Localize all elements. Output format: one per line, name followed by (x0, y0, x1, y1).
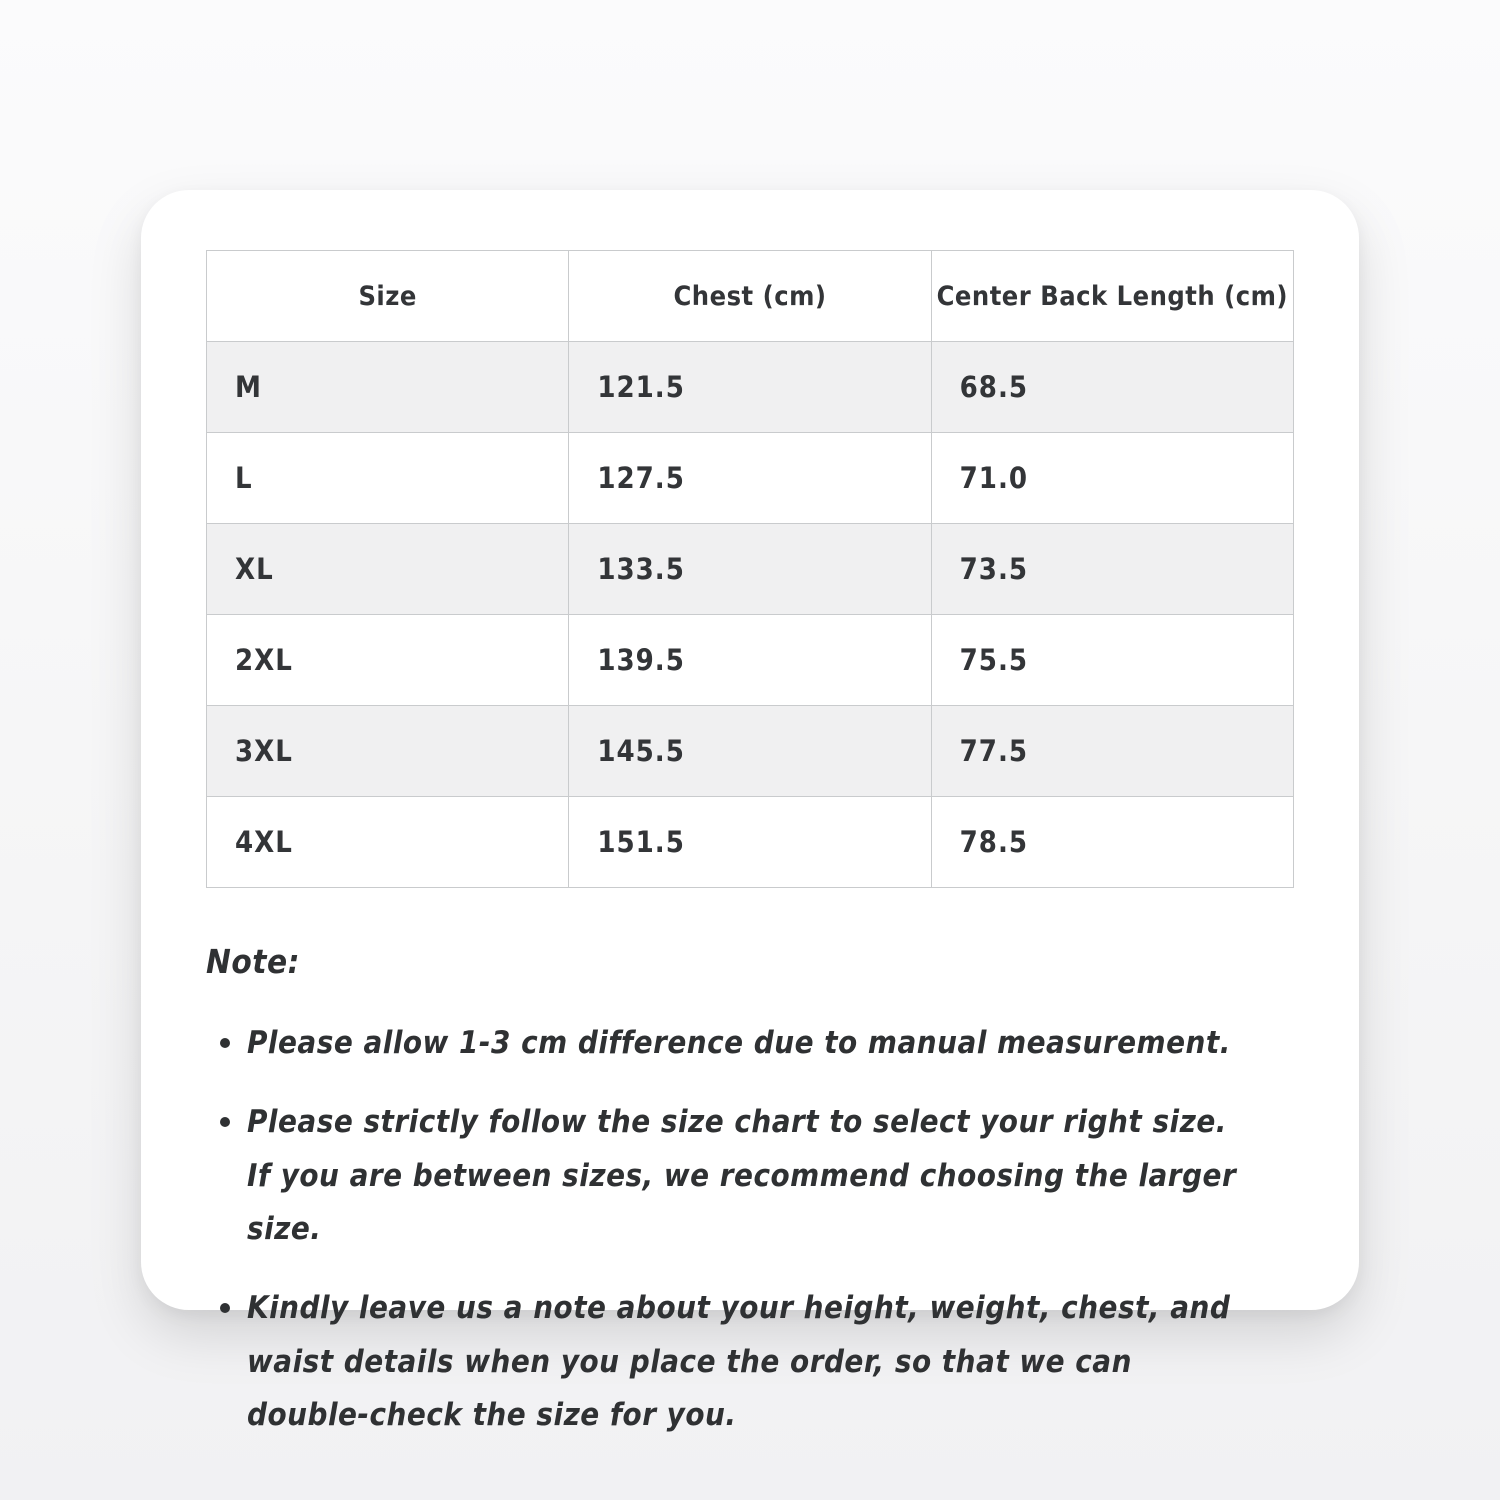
table-row (207, 433, 1294, 524)
note-item (206, 1096, 1256, 1256)
table-row (207, 524, 1294, 615)
size-chart-table (206, 250, 1294, 888)
table-row (207, 615, 1294, 706)
cell-back-length: 71.0 (931, 433, 1293, 524)
cell-chest: 139.5 (569, 615, 931, 706)
notes-list (206, 1017, 1294, 1442)
table-row (207, 706, 1294, 797)
note-item (206, 1017, 1256, 1070)
note-item-text: Kindly leave us a note about your height, weight, chest, and waist details when you place the order, so that we can double-check the size for you. (247, 1290, 1231, 1433)
cell-back-length: 68.5 (931, 342, 1293, 433)
cell-back-length: 73.5 (931, 524, 1293, 615)
note-item-text: Please strictly follow the size chart to select your right size. If you are between sizes, we recommend choosing the larger size. (247, 1104, 1237, 1247)
cell-size: 3XL (207, 706, 569, 797)
cell-chest: 133.5 (569, 524, 931, 615)
notes-title: Note: (206, 942, 300, 981)
header-chest: Chest (cm) (569, 251, 931, 342)
notes-section (206, 942, 1294, 1442)
bullet-icon (220, 1303, 230, 1313)
table-row (207, 342, 1294, 433)
table-header (207, 251, 1294, 342)
cell-size: M (207, 342, 569, 433)
bullet-icon (220, 1117, 230, 1127)
header-size: Size (207, 251, 569, 342)
cell-back-length: 75.5 (931, 615, 1293, 706)
cell-chest: 145.5 (569, 706, 931, 797)
note-item (206, 1282, 1256, 1442)
bullet-icon (220, 1038, 230, 1048)
table-body (207, 342, 1294, 888)
table-row (207, 797, 1294, 888)
cell-size: 4XL (207, 797, 569, 888)
cell-chest: 151.5 (569, 797, 931, 888)
cell-chest: 127.5 (569, 433, 931, 524)
cell-back-length: 78.5 (931, 797, 1293, 888)
header-center-back-length: Center Back Length (cm) (931, 251, 1293, 342)
note-item-text: Please allow 1-3 cm difference due to manual measurement. (247, 1025, 1231, 1061)
cell-size: L (207, 433, 569, 524)
cell-chest: 121.5 (569, 342, 931, 433)
cell-back-length: 77.5 (931, 706, 1293, 797)
cell-size: XL (207, 524, 569, 615)
table-header-row (207, 251, 1294, 342)
cell-size: 2XL (207, 615, 569, 706)
size-chart-card (141, 190, 1359, 1433)
